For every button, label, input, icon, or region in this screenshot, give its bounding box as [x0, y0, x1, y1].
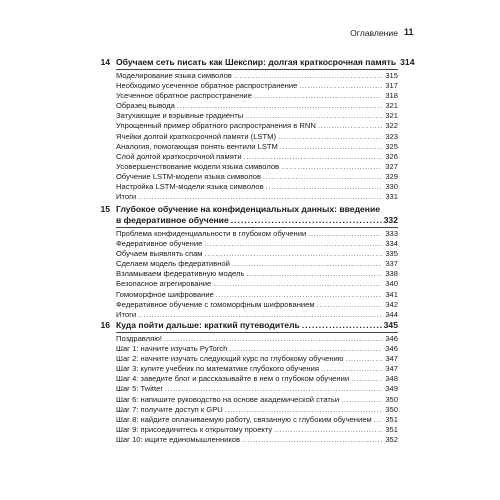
leader-dots: [225, 405, 382, 415]
leader-dots: [246, 269, 382, 279]
leader-dots: [374, 415, 382, 425]
chapter-title-text: Обучаем сеть писать как Шекспир: долгая краткосрочная память: [116, 57, 397, 67]
leader-dots: [205, 249, 382, 259]
toc-entry[interactable]: [116, 152, 398, 162]
entry-title: Шаг 5: Twitter: [116, 384, 163, 394]
entry-page: 337: [385, 259, 398, 269]
entry-page: 327: [385, 161, 398, 171]
entry-title: Настройка LSTM-модели языка символов: [116, 182, 264, 192]
leader-dots: [216, 290, 382, 300]
leader-dots: [138, 310, 382, 320]
entry-title: Безопасное агрегирование: [116, 279, 212, 289]
entry-title: Шаг 8: найдите оплачиваемую работу, связанную с глубоким обучением: [116, 414, 372, 424]
entry-page: 323: [385, 131, 398, 141]
entry-title: Усеченное обратное распространение: [116, 91, 252, 101]
toc-entry[interactable]: [116, 415, 398, 425]
toc-entry[interactable]: [116, 269, 398, 279]
entry-title: Необходимо усеченное обратное распространение: [116, 81, 298, 91]
entry-title: Взламываем федеративную модель: [116, 269, 245, 279]
entry-page: 321: [385, 111, 398, 121]
leader-dots: [274, 425, 382, 435]
chapter-title: [116, 320, 398, 331]
toc-entry[interactable]: [116, 121, 398, 131]
entry-page: 322: [385, 121, 398, 131]
chapter-title-text: в федеративное обучение: [116, 215, 229, 225]
toc-entry[interactable]: [116, 344, 398, 354]
leader-dots: [302, 320, 382, 331]
leader-dots: [278, 132, 382, 142]
entry-title: Федеративное обучение с гомоморфным шифрованием: [116, 299, 315, 309]
entry-page: 340: [385, 279, 398, 289]
toc-entry[interactable]: [116, 364, 398, 374]
entry-title: Усовершенствование модели языка символов: [116, 161, 280, 171]
toc-entry[interactable]: [116, 334, 398, 344]
toc-entry[interactable]: [116, 384, 398, 394]
chapter-title-text: Куда пойти дальше: краткий путеводитель: [116, 320, 300, 330]
entry-page: 350: [385, 394, 398, 404]
toc-entry[interactable]: [116, 239, 398, 249]
leader-dots: [229, 344, 382, 354]
toc-entry[interactable]: [116, 81, 398, 91]
toc-entry[interactable]: [116, 279, 398, 289]
leader-dots: [245, 111, 382, 121]
entry-title: Моделирование языка символов: [116, 71, 232, 80]
toc-entry[interactable]: [116, 405, 398, 415]
leader-dots: [308, 229, 382, 239]
leader-dots: [263, 172, 382, 182]
entry-page: 334: [385, 239, 398, 249]
leader-dots: [280, 142, 382, 152]
entry-title: Аналогия, помогающая понять вентили LSTM: [116, 141, 278, 151]
entry-page: 346: [385, 344, 398, 354]
leader-dots: [317, 300, 382, 310]
entry-page: 326: [385, 151, 398, 161]
leader-dots: [138, 192, 382, 202]
entry-title: Итоги: [116, 192, 137, 202]
entry-page: 329: [385, 171, 398, 181]
toc-entry[interactable]: [116, 435, 398, 445]
entry-title: Ячейки долгой краткосрочной памяти (LSTM): [116, 131, 276, 141]
leader-dots: [341, 395, 382, 405]
leader-dots: [165, 384, 382, 394]
entry-page: 344: [385, 309, 398, 319]
leader-dots: [345, 354, 382, 364]
entry-page: 342: [385, 299, 398, 309]
entry-page: 349: [385, 384, 398, 394]
toc-entry[interactable]: [116, 310, 398, 320]
entry-page: 317: [385, 81, 398, 91]
toc-entry[interactable]: [116, 101, 398, 111]
toc-entry[interactable]: [116, 395, 398, 405]
entry-page: 330: [385, 182, 398, 192]
leader-dots: [299, 81, 382, 91]
entry-page: 333: [385, 229, 398, 238]
leader-dots: [266, 182, 382, 192]
leader-dots: [318, 121, 382, 131]
entry-page: 341: [385, 289, 398, 299]
chapter-number: 14: [100, 57, 110, 67]
entry-title: Шаг 1: начните изучать PyTorch: [116, 344, 228, 354]
entry-list: [116, 71, 398, 202]
leader-dots: [254, 91, 382, 101]
chapter-rule: [116, 227, 398, 228]
toc-entry[interactable]: [116, 374, 398, 384]
toc-entry[interactable]: [116, 300, 398, 310]
entry-title: Шаг 9: присоединитесь к открытому проекту: [116, 424, 273, 434]
entry-page: 346: [385, 334, 398, 343]
entry-title: Проблема конфиденциальности в глубоком обучении: [116, 229, 307, 238]
entry-page: 352: [385, 434, 398, 444]
entry-title: Обучаем выявлять спам: [116, 249, 203, 259]
entry-title: Шаг 7: получите доступ к GPU: [116, 404, 223, 414]
leader-dots: [164, 334, 382, 344]
leader-dots: [281, 162, 382, 172]
toc-entry[interactable]: [116, 354, 398, 364]
entry-title: Слой долгой краткосрочной памяти: [116, 151, 242, 161]
entry-page: 347: [385, 364, 398, 374]
entry-title: Шаг 6: напишите руководство на основе академической статьи: [116, 394, 340, 404]
chapter-rule: [116, 332, 398, 333]
chapter-number: 15: [100, 204, 110, 214]
entry-page: 338: [385, 269, 398, 279]
toc-entry[interactable]: [116, 259, 398, 269]
entry-page: 331: [385, 192, 398, 202]
entry-page: 347: [385, 354, 398, 364]
entry-title: Образец вывода: [116, 101, 175, 111]
entry-title: Гомоморфное шифрование: [116, 289, 214, 299]
entry-title: Шаг 10: ищите единомышленников: [116, 434, 241, 444]
chapter-page: 332: [383, 215, 398, 225]
entry-list: [116, 334, 398, 445]
toc-entry[interactable]: [116, 142, 398, 152]
toc-entry[interactable]: [116, 425, 398, 435]
entry-list: [116, 229, 398, 320]
chapter-number: 16: [100, 320, 110, 330]
leader-dots: [204, 239, 382, 249]
entry-title: Сделаем модель федеративной: [116, 259, 230, 269]
chapter-title: [116, 204, 398, 226]
toc-entry[interactable]: [116, 290, 398, 300]
entry-page: 351: [385, 414, 398, 424]
chapter-title: [116, 57, 415, 68]
toc-entry[interactable]: [116, 111, 398, 121]
leader-dots: [234, 71, 382, 81]
chapter-rule: [116, 69, 398, 70]
entry-page: 351: [385, 424, 398, 434]
running-header: Оглавление: [350, 28, 398, 38]
toc-entry[interactable]: [116, 132, 398, 142]
toc-entry[interactable]: [116, 91, 398, 101]
chapter-page: 314: [400, 57, 415, 67]
leader-dots: [213, 279, 382, 289]
leader-dots: [242, 435, 382, 445]
entry-title: Итоги: [116, 309, 137, 319]
entry-page: 318: [385, 91, 398, 101]
toc-entry[interactable]: [116, 229, 398, 239]
entry-title: Затухающие и взрывные градиенты: [116, 111, 244, 121]
toc-entry[interactable]: [116, 182, 398, 192]
leader-dots: [231, 215, 382, 226]
leader-dots: [244, 152, 382, 162]
toc-entry[interactable]: [116, 249, 398, 259]
entry-title: Шаг 4: заведите блог и рассказывайте в нем о глубоком обучении: [116, 374, 350, 384]
toc-entry[interactable]: [116, 172, 398, 182]
entry-page: 321: [385, 101, 398, 111]
chapter-page: 345: [383, 320, 398, 330]
entry-page: 325: [385, 141, 398, 151]
entry-page: 350: [385, 404, 398, 414]
entry-title: Шаг 3: купите учебник по математике глубокого обучения: [116, 364, 319, 374]
entry-title: Упрощенный пример обратного распространения в RNN: [116, 121, 316, 131]
leader-dots: [232, 259, 382, 269]
entry-title: Обучение LSTM-модели языка символов: [116, 171, 261, 181]
entry-title: Поздравляю!: [116, 334, 162, 343]
chapter-title-text: Глубокое обучение на конфиденциальных данных: введение: [116, 204, 381, 214]
entry-page: 335: [385, 249, 398, 259]
toc-entry[interactable]: [116, 71, 398, 81]
entry-page: 348: [385, 374, 398, 384]
toc-entry[interactable]: [116, 162, 398, 172]
entry-page: 315: [385, 71, 398, 80]
entry-title: Федеративное обучение: [116, 239, 203, 249]
entry-title: Шаг 2: начните изучать следующий курс по глубокому обучению: [116, 354, 344, 364]
leader-dots: [177, 101, 382, 111]
page-number: 11: [404, 27, 414, 37]
leader-dots: [351, 374, 382, 384]
toc-entry[interactable]: [116, 192, 398, 202]
leader-dots: [321, 364, 382, 374]
